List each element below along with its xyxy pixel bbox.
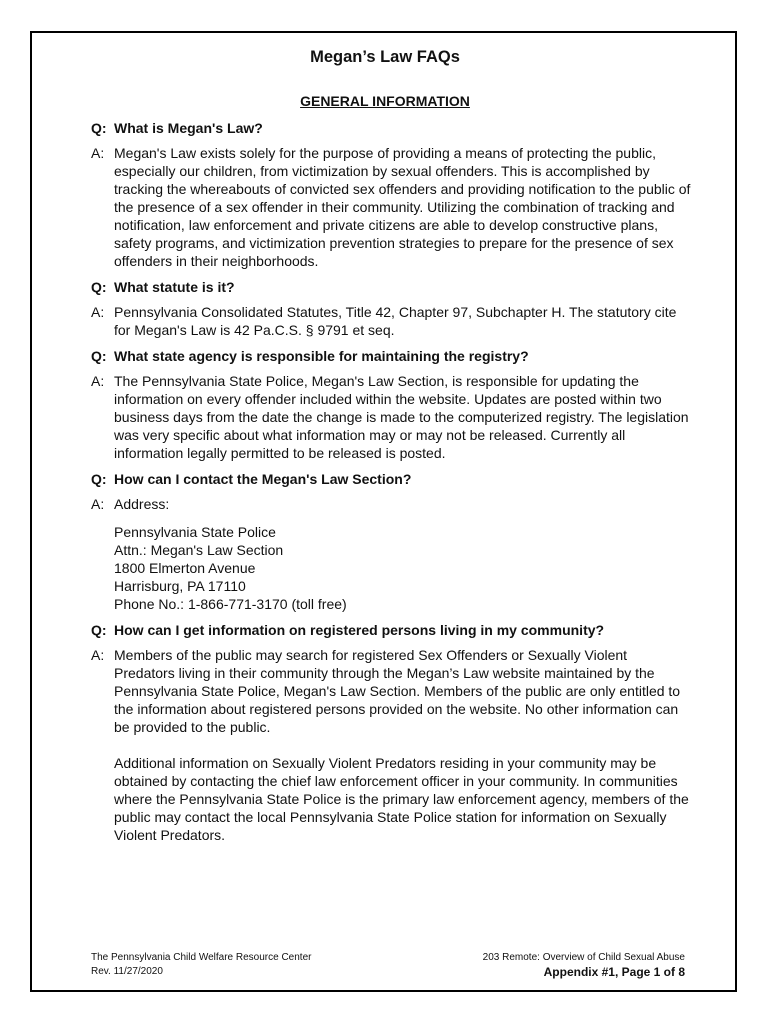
question-text: What statute is it? (114, 279, 235, 295)
page-title: Megan’s Law FAQs (310, 48, 460, 66)
answer-text-continued: Additional information on Sexually Violent Predators residing in your community may be obtained by contacting the chief law enforcement officer in your community. In communities where the Pennsylvania State Police is the primary law enforcement agency, members of the public may contact the local Pennsylvania State Police station for information on Sexually Violent Predators. (114, 755, 689, 843)
question-text: How can I get information on registered persons living in my community? (114, 622, 605, 638)
question-2 (91, 278, 691, 296)
answer-label: A: (91, 373, 105, 389)
phone-number: Phone No.: 1-866-771-3170 (toll free) (114, 596, 347, 612)
address-line: Harrisburg, PA 17110 (114, 578, 246, 594)
answer-2 (91, 303, 691, 339)
footer-organization: The Pennsylvania Child Welfare Resource Center (91, 952, 312, 963)
question-label: Q: (91, 471, 107, 487)
question-text: What is Megan's Law? (114, 120, 263, 136)
answer-text: The Pennsylvania State Police, Megan's Law Section, is responsible for updating the information on every offender included within the website. Updates are posted within two business days from the date the change is made to the computerized registry. The legislation was very specific about what information may or may not be released. Currently all information legally permitted to be released is posted. (114, 373, 689, 461)
answer-text: Pennsylvania Consolidated Statutes, Title 42, Chapter 97, Subchapter H. The statutory cite for Megan's Law is 42 Pa.C.S. § 9791 et seq. (114, 304, 677, 338)
footer-course-title: 203 Remote: Overview of Child Sexual Abuse (482, 952, 685, 963)
question-label: Q: (91, 279, 107, 295)
footer-page-number: Appendix #1, Page 1 of 8 (543, 965, 685, 979)
footer-left (91, 951, 311, 979)
answer-3 (91, 372, 691, 462)
address-line: 1800 Elmerton Avenue (114, 560, 256, 576)
footer-revision-date: Rev. 11/27/2020 (91, 966, 163, 977)
section-heading: GENERAL INFORMATION (300, 93, 470, 109)
address-line: Pennsylvania State Police (114, 524, 276, 540)
answer-label: A: (91, 145, 105, 161)
question-3 (91, 347, 691, 365)
answer-4 (91, 495, 691, 613)
footer-right (483, 951, 685, 979)
answer-1 (91, 144, 691, 270)
question-4 (91, 470, 691, 488)
question-label: Q: (91, 120, 107, 136)
question-text: How can I contact the Megan's Law Section? (114, 471, 412, 487)
question-5 (91, 621, 691, 639)
question-label: Q: (91, 622, 107, 638)
question-text: What state agency is responsible for maintaining the registry? (114, 348, 529, 364)
answer-5 (91, 646, 691, 844)
mailing-address (114, 523, 691, 613)
answer-label: A: (91, 647, 105, 663)
answer-text: Megan's Law exists solely for the purpose of providing a means of protecting the public, especially our children, from victimization by sexual offenders. This is accomplished by tracking the whereabouts of convicted sex offenders and providing notification to the public of the presence of a sex offender in their community. Utilizing the combination of tracking and notification, law enforcement and private citizens are able to develop constructive plans, safety programs, and victimization prevention strategies to prepare for the presence of sex offenders in their neighborhoods. (114, 145, 691, 269)
answer-label: A: (91, 304, 105, 320)
answer-text: Address: (114, 496, 170, 512)
answer-label: A: (91, 496, 105, 512)
question-1 (91, 119, 691, 137)
question-label: Q: (91, 348, 107, 364)
faq-list (91, 119, 691, 852)
address-line: Attn.: Megan's Law Section (114, 542, 284, 558)
answer-text: Members of the public may search for registered Sex Offenders or Sexually Violent Predators living in their community through the Megan’s Law website maintained by the Pennsylvania State Police, Megan's Law Section. Members of the public are only entitled to the information about registered persons provided on the website. No other information can be provided to the public. (114, 647, 681, 735)
